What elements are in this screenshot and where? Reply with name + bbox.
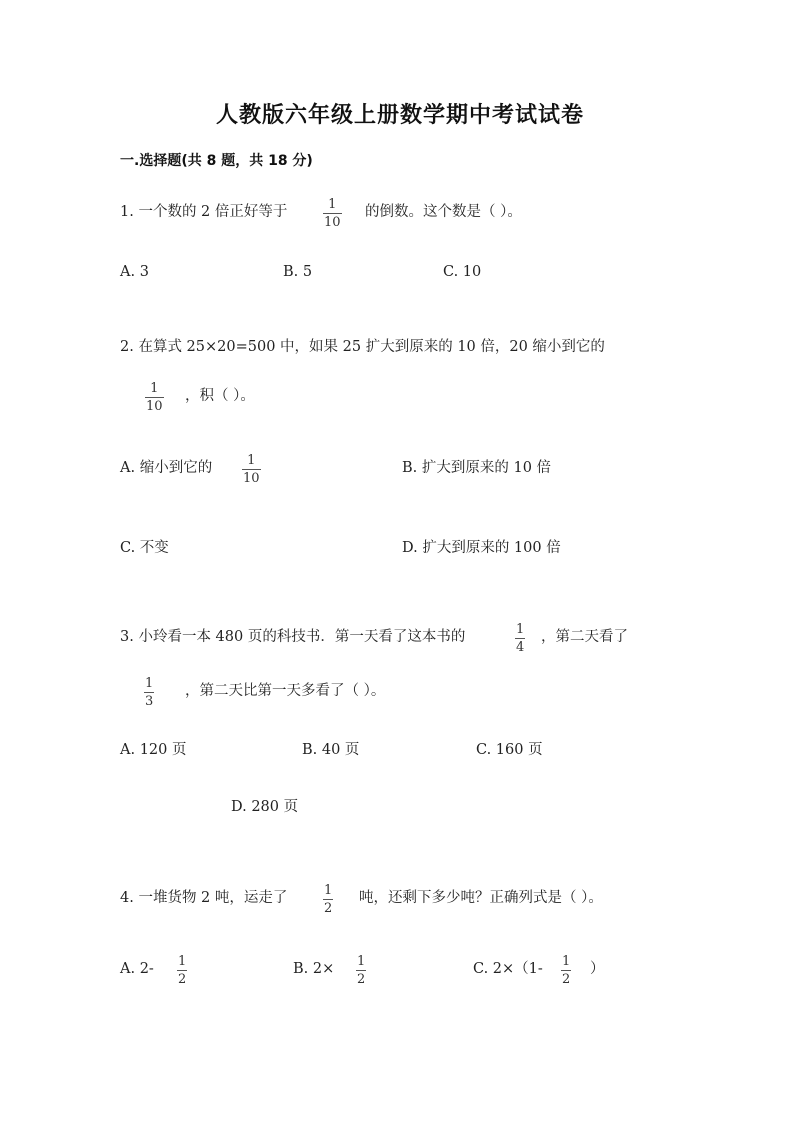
closing-paren: ） [590,961,605,977]
option-b[interactable]: B. 扩大到原来的 10 倍 [402,460,552,476]
question-4-stem-end: 吨，还剩下多少吨？正确列式是（ ）。 [359,890,603,906]
question-3-stem-start: 3. 小玲看一本 480 页的科技书．第一天看了这本书的 [120,629,466,645]
fraction-1-10: 1 10 [146,381,163,414]
option-a[interactable]: A. 缩小到它的 [120,460,213,476]
question-3-stem-middle: ，第二天看了 [541,629,628,645]
option-b[interactable]: B. 5 [283,264,313,280]
option-b[interactable]: B. 2× [293,961,335,977]
question-2-stem-line2: ，积（ ）。 [185,388,255,404]
option-c[interactable]: C. 160 页 [476,742,543,758]
option-c[interactable]: C. 不变 [120,540,169,556]
option-a[interactable]: A. 120 页 [120,742,187,758]
question-1-stem-start: 1. 一个数的 2 倍正好等于 [120,204,288,220]
question-1-stem-end: 的倒数。这个数是（ ）。 [365,204,522,220]
fraction-1-4: 1 4 [516,622,525,655]
section-heading: 一.选择题(共 8 题，共 18 分) [120,153,313,169]
fraction-1-2: 1 2 [357,954,366,987]
question-4-stem-start: 4. 一堆货物 2 吨，运走了 [120,890,288,906]
fraction-1-2: 1 2 [178,954,187,987]
fraction-1-2: 1 2 [562,954,571,987]
fraction-1-10: 1 10 [243,453,260,486]
option-c[interactable]: C. 2×（1- [473,961,543,977]
option-b[interactable]: B. 40 页 [302,742,360,758]
question-3-stem-end: ，第二天比第一天多看了（ ）。 [185,683,386,699]
fraction-1-2: 1 2 [324,883,333,916]
option-a[interactable]: A. 3 [120,264,149,280]
option-d[interactable]: D. 280 页 [231,799,299,815]
fraction-1-3: 1 3 [145,676,154,709]
question-2-stem-line1: 2. 在算式 25×20=500 中，如果 25 扩大到原来的 10 倍，20 缩小到它的 [120,339,605,355]
fraction-1-10: 1 10 [324,197,341,230]
page-title: 人教版六年级上册数学期中考试试卷 [215,103,584,128]
option-a[interactable]: A. 2- [120,961,154,977]
option-c[interactable]: C. 10 [443,264,482,280]
option-d[interactable]: D. 扩大到原来的 100 倍 [402,540,561,556]
